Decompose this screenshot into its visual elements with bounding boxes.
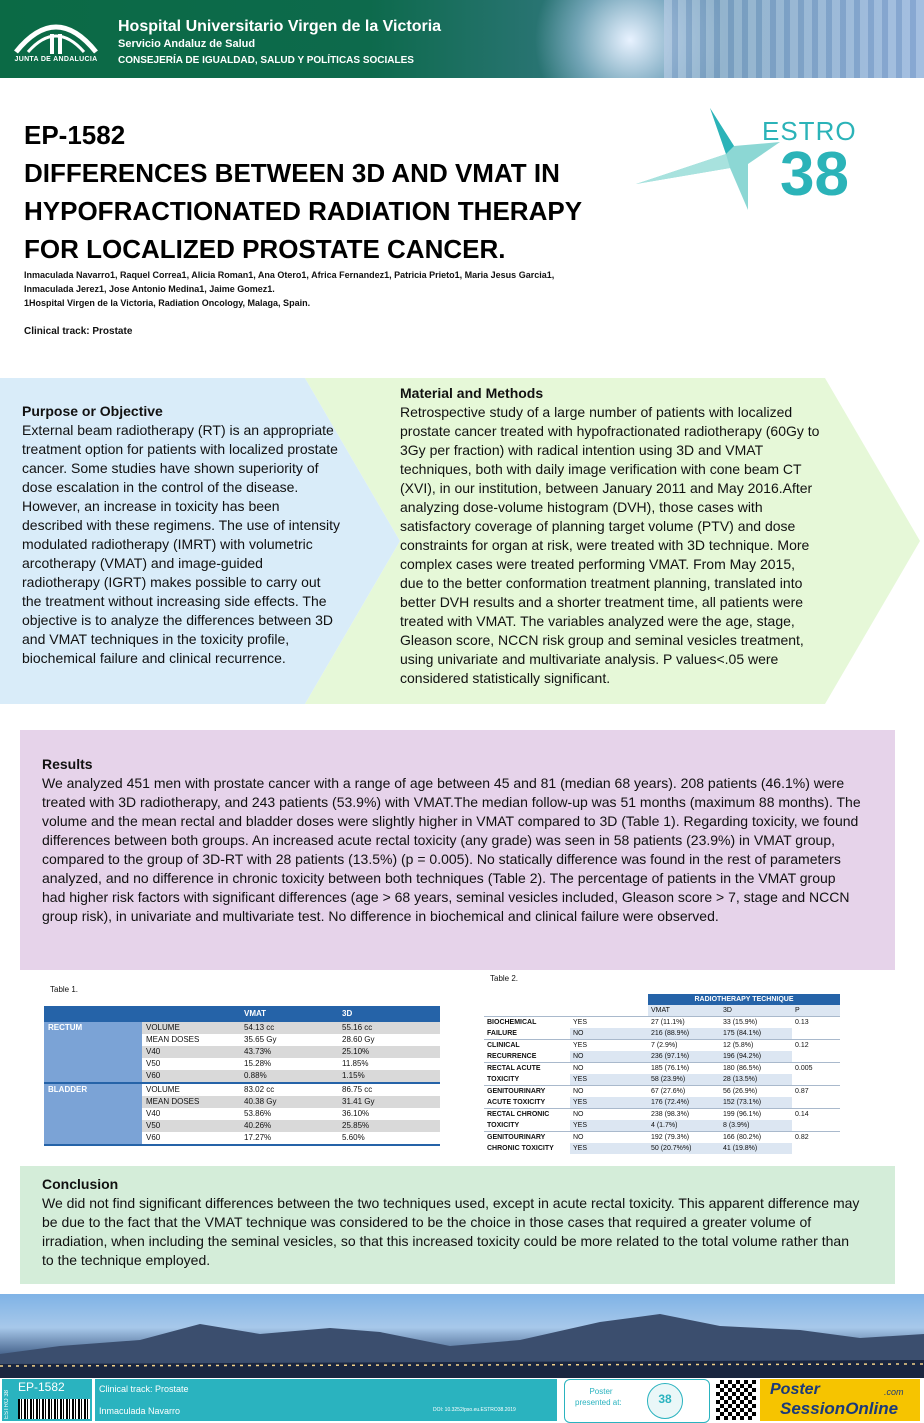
table-cell: 83.02 cc xyxy=(240,1083,338,1096)
table-cell: YES xyxy=(570,1097,648,1109)
presented-label-2: presented at: xyxy=(575,1398,622,1407)
table-cell: 8 (3.9%) xyxy=(720,1120,792,1132)
footer-code-box xyxy=(2,1379,92,1421)
table-cell: 0.005 xyxy=(792,1063,840,1075)
service-name: Servicio Andaluz de Salud xyxy=(118,38,256,50)
table-cell: NO xyxy=(570,1109,648,1121)
presented-at-box xyxy=(564,1379,710,1423)
table-cell: VOLUME xyxy=(142,1083,240,1096)
footer-side-label: ESTRO 38 xyxy=(4,1389,10,1419)
table-cell xyxy=(792,1028,840,1040)
table-cell: 40.26% xyxy=(240,1120,338,1132)
table-cell: 58 (23.9%) xyxy=(648,1074,720,1086)
group-label: RECTUM xyxy=(44,1021,142,1083)
table1-caption: Table 1. xyxy=(50,985,79,994)
table-cell xyxy=(792,1143,840,1154)
table-cell xyxy=(792,1097,840,1109)
table-header-row xyxy=(44,1006,440,1021)
table-cell: 28.60 Gy xyxy=(342,1035,375,1044)
table-cell: 12 (5.8%) xyxy=(720,1040,792,1052)
table-cell: MEAN DOSES xyxy=(146,1035,200,1044)
table-cell: YES xyxy=(570,1017,648,1029)
table-cell: YES xyxy=(570,1074,648,1086)
title-line-3: FOR LOCALIZED PROSTATE CANCER. xyxy=(24,234,506,264)
table-row xyxy=(484,1143,840,1154)
hospital-name: Hospital Universitario Virgen de la Victoria xyxy=(118,18,442,35)
table-cell: NO xyxy=(570,1063,648,1075)
methods-section xyxy=(400,384,820,688)
table-cell: 33 (15.9%) xyxy=(720,1017,792,1029)
table-header: VMAT xyxy=(648,1005,720,1017)
table-cell: 0.88% xyxy=(240,1070,338,1083)
table-cell: 0.14 xyxy=(792,1109,840,1121)
presented-label-1: Poster xyxy=(589,1387,613,1396)
table-row xyxy=(484,1132,840,1144)
table-cell: 56 (26.9%) xyxy=(720,1086,792,1098)
table-cell xyxy=(792,1120,840,1132)
table-cell: 1.15% xyxy=(338,1070,440,1083)
table-cell: 36.10% xyxy=(342,1109,370,1118)
table-group-header: RADIOTHERAPY TECHNIQUE xyxy=(648,994,840,1005)
table-row xyxy=(44,1083,440,1096)
table-header xyxy=(44,1006,142,1021)
table-cell: 35.65 Gy xyxy=(244,1035,277,1044)
brand-word-2: SessionOnline xyxy=(780,1399,899,1418)
table-cell: 216 (88.9%) xyxy=(648,1028,720,1040)
footer-track: Clinical track: Prostate xyxy=(99,1384,189,1394)
authors xyxy=(24,268,644,310)
table-cell: RECTAL CHRONIC xyxy=(484,1109,570,1121)
table-cell: 166 (80.2%) xyxy=(720,1132,792,1144)
table-cell: 238 (98.3%) xyxy=(648,1109,720,1121)
table-cell xyxy=(792,1051,840,1063)
badge-number: 38 xyxy=(658,1392,672,1406)
poster-title xyxy=(24,116,634,268)
table-cell: 27 (11.1%) xyxy=(648,1017,720,1029)
estro-badge-icon xyxy=(647,1383,683,1419)
table-cell: 11.85% xyxy=(342,1059,369,1068)
table-cell: GENITOURINARY xyxy=(484,1132,570,1144)
table-header: 3D xyxy=(720,1005,792,1017)
table-cell: GENITOURINARY xyxy=(484,1086,570,1098)
table-cell: 152 (73.1%) xyxy=(720,1097,792,1109)
table-cell: ACUTE TOXICITY xyxy=(487,1099,546,1106)
table-subheader-row xyxy=(484,1005,840,1017)
authors-line-1: Inmaculada Navarro1, Raquel Correa1, Alicia Roman1, Ana Otero1, Africa Fernandez1, Patricia Prieto1, Maria Jesus Garcia1, xyxy=(24,270,555,280)
logo-text: JUNTA DE ANDALUCIA xyxy=(14,56,98,63)
table-cell: V50 xyxy=(142,1120,240,1132)
table-cell: 175 (84.1%) xyxy=(720,1028,792,1040)
table-cell: V60 xyxy=(146,1133,161,1142)
table-cell: 5.60% xyxy=(342,1133,365,1142)
table-row xyxy=(484,1063,840,1075)
table2-body xyxy=(484,1017,840,1155)
table-row xyxy=(484,1074,840,1086)
table-cell: 0.12 xyxy=(792,1040,840,1052)
authors-line-2: Inmaculada Jerez1, Jose Antonio Medina1, Jaime Gomez1. xyxy=(24,284,275,294)
table-cell: V40 xyxy=(142,1046,240,1058)
table-cell: 0.13 xyxy=(792,1017,840,1029)
table-cell: V40 xyxy=(146,1109,161,1118)
conclusion-heading: Conclusion xyxy=(42,1176,119,1192)
footer-code: EP-1582 xyxy=(18,1380,65,1394)
title-line-2: HYPOFRACTIONATED RADIATION THERAPY xyxy=(24,196,583,226)
table-row xyxy=(484,1017,840,1029)
poster-session-online-logo xyxy=(760,1379,920,1421)
table-cell: 185 (76.1%) xyxy=(648,1063,720,1075)
poster-code: EP-1582 xyxy=(24,120,126,150)
table-cell: CHRONIC TOXICITY xyxy=(487,1145,554,1152)
clinical-track: Clinical track: Prostate xyxy=(24,326,133,337)
methods-heading: Material and Methods xyxy=(400,385,544,401)
table-cell: V50 xyxy=(146,1059,161,1068)
brand-word-3: .com xyxy=(884,1387,904,1397)
table-cell: 192 (79.3%) xyxy=(648,1132,720,1144)
table-cell: YES xyxy=(570,1120,648,1132)
table-cell xyxy=(792,1074,840,1086)
footer-author: Inmaculada Navarro xyxy=(99,1406,181,1416)
table-cell: YES xyxy=(570,1143,648,1154)
table-row xyxy=(484,1120,840,1132)
table-cell: RECTAL ACUTE xyxy=(484,1063,570,1075)
purpose-heading: Purpose or Objective xyxy=(22,403,163,419)
table-row xyxy=(484,1086,840,1098)
title-line-1: DIFFERENCES BETWEEN 3D AND VMAT IN xyxy=(24,158,560,188)
table2-caption: Table 2. xyxy=(490,974,519,983)
table-row xyxy=(484,1040,840,1052)
table-row xyxy=(484,1028,840,1040)
table2 xyxy=(484,994,840,1154)
table-cell: TOXICITY xyxy=(487,1122,520,1129)
table-cell: 180 (86.5%) xyxy=(720,1063,792,1075)
table-header-row xyxy=(484,994,840,1005)
methods-text: Retrospective study of a large number of patients with localized prostate cancer treated with hypofractionated radiotherapy (60Gy to 3Gy per fraction) with radical intention using 3D and VMAT techniques, both with daily image verification with cone beam CT (XVI), in our institution, between January 2011 and May 2016.After analyzing dose-volume histogram (DVH), those cases with satisfactory coverage of planning target volume (PTV) and dose constraints for organ at risk, were treated with 3D technique. More complex cases were treated performing VMAT. From May 2015, due to the better conformation treatment planning, translated into better DVH results and a shorter treatment time, all patients were treated with VMAT. The variables analyzed were the age, stage, Gleason score, NCCN risk group and seminal vesicles treatment, using univariate and multivariate analysis. P values<.05 were considered statistically significant. xyxy=(400,404,820,686)
results-heading: Results xyxy=(42,756,93,772)
table-header: P xyxy=(792,1005,840,1017)
table-row xyxy=(484,1109,840,1121)
footer-photo xyxy=(0,1294,924,1378)
table-cell: 15.28% xyxy=(244,1059,272,1068)
ministry-name: CONSEJERÍA DE IGUALDAD, SALUD Y POLÍTICAS SOCIALES xyxy=(118,55,414,66)
table-cell: 199 (96.1%) xyxy=(720,1109,792,1121)
purpose-section xyxy=(22,402,342,668)
table-cell: VOLUME xyxy=(142,1021,240,1034)
table-cell: 7 (2.9%) xyxy=(648,1040,720,1052)
table-cell: 236 (97.1%) xyxy=(648,1051,720,1063)
table1 xyxy=(44,1006,440,1146)
affiliation: 1Hospital Virgen de la Victoria, Radiation Oncology, Malaga, Spain. xyxy=(24,298,311,308)
mountain-skyline-icon xyxy=(0,1294,924,1378)
purpose-text: External beam radiotherapy (RT) is an appropriate treatment option for patients with localized prostate cancer. Some studies have shown superiority of dose escalation in the control of the disease. However, an increase in toxicity has been described with these regimens. The use of intensity modulated radiotherapy (IMRT) with volumetric arcotherapy (VMAT) and image-guided radiotherapy (IGRT) makes possible to carry out the treatment without increasing side effects. The objective is to analyze the differences between 3D and VMAT techniques in the toxicity profile, biochemical failure and clinical recurrence. xyxy=(22,422,341,666)
qr-code-icon xyxy=(716,1380,756,1420)
conclusion-section xyxy=(42,1175,862,1270)
table-cell: V60 xyxy=(142,1070,240,1083)
estro-word: ESTRO xyxy=(762,116,857,146)
table-cell: NO xyxy=(570,1132,648,1144)
table-cell: 25.85% xyxy=(338,1120,440,1132)
table-cell: 0.87 xyxy=(792,1086,840,1098)
footer-doi: DOI: 10.3252/pso.eu.ESTRO38.2019 xyxy=(433,1407,516,1413)
table-cell: 176 (72.4%) xyxy=(648,1097,720,1109)
table-cell: MEAN DOSES xyxy=(142,1096,240,1108)
table-row xyxy=(484,1097,840,1109)
table-cell: 28 (13.5%) xyxy=(720,1074,792,1086)
table-row xyxy=(44,1021,440,1034)
table-header: 3D xyxy=(338,1006,440,1021)
table-cell: 25.10% xyxy=(338,1046,440,1058)
table-row xyxy=(484,1051,840,1063)
table-cell: TOXICITY xyxy=(487,1076,520,1083)
brand-word-1: Poster xyxy=(770,1381,820,1398)
table-cell: FAILURE xyxy=(487,1030,517,1037)
table-cell: BIOCHEMICAL xyxy=(484,1017,570,1029)
table-cell: NO xyxy=(570,1086,648,1098)
table-cell: 43.73% xyxy=(240,1046,338,1058)
table-cell: 41 (19.8%) xyxy=(720,1143,792,1154)
table-cell: 54.13 cc xyxy=(240,1021,338,1034)
table-cell: CLINICAL xyxy=(484,1040,570,1052)
table-cell: 50 (20.7%%) xyxy=(648,1143,720,1154)
table-cell: 40.38 Gy xyxy=(240,1096,338,1108)
group-label: BLADDER xyxy=(44,1083,142,1145)
estro-number: 38 xyxy=(780,140,849,209)
footer-info-box xyxy=(95,1379,557,1421)
table-cell: 0.82 xyxy=(792,1132,840,1144)
table-cell: 53.86% xyxy=(244,1109,272,1118)
conclusion-text: We did not find significant differences between the two techniques used, except in acute rectal toxicity. This apparent difference may be due to the fact that the VMAT technique was considered to be the choice in those cases that required a greater volume of irradiation, when including the seminal vesicles, so that this increased toxicity could be more related to the total volume rather than to the technique employed. xyxy=(42,1195,860,1268)
table-cell: NO xyxy=(570,1028,648,1040)
table-cell: 196 (94.2%) xyxy=(720,1051,792,1063)
table-cell: 4 (1.7%) xyxy=(648,1120,720,1132)
table-header: VMAT xyxy=(240,1006,338,1021)
table-cell: 17.27% xyxy=(244,1133,272,1142)
table-cell: 55.16 cc xyxy=(338,1021,440,1034)
table-header xyxy=(142,1006,240,1021)
table-cell: 31.41 Gy xyxy=(338,1096,440,1108)
table-cell: 86.75 cc xyxy=(338,1083,440,1096)
building-photo xyxy=(664,0,924,78)
table-cell: NO xyxy=(570,1051,648,1063)
table-cell: YES xyxy=(570,1040,648,1052)
table-cell: 67 (27.6%) xyxy=(648,1086,720,1098)
results-text: We analyzed 451 men with prostate cancer with a range of age between 45 and 81 (median 68 years). 208 patients (46.1%) were treated with 3D radiotherapy, and 243 patients (53.9%) with VMAT.The median follow-up was 51 months (maximum 88 months). The volume and the mean rectal and bladder doses were slightly higher in VMAT compared to 3D (Table 1). Regarding toxicity, we found differences between both groups. An increased acute rectal toxicity (any grade) was seen in 58 patients (23.9%) in VMAT group, compared to the group of 3D-RT with 28 patients (13.5%) (p = 0.005). No statically difference was found in the rest of parameters analyzed, and no difference in chronic toxicity between both techniques (Table 2). The percentage of patients in the VMAT group had higher risk factors with significant differences (age > 68 years, seminal vesicles included, Gleason score > 7, stage and NCCN group risk), in univariate and multivariate test. No difference in biochemical and clinical failure were observed. xyxy=(42,775,861,924)
barcode-icon xyxy=(18,1399,90,1419)
table-cell: RECURRENCE xyxy=(487,1053,537,1060)
results-section xyxy=(42,755,862,926)
